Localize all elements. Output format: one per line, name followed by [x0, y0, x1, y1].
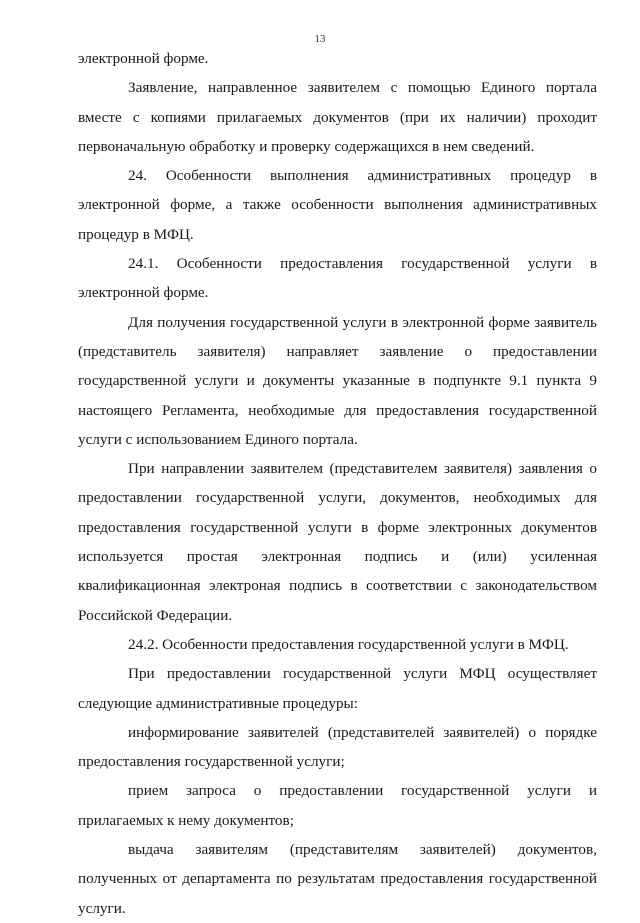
paragraph-electronic-submission: Для получения государственной услуги в электронной форме заявитель (представитель заявителя) направляет заявление о предоставлении государственной услуги и документы указанные в подпункте 9.1 пункта 9 настоящего Регламента, необходимые для предоставления государственной услуги с использованием Единого портала.	[78, 313, 597, 448]
document-body	[78, 44, 597, 923]
page-number: 13	[314, 33, 326, 45]
section-24-2-heading: 24.2. Особенности предоставления государственной услуги в МФЦ.	[128, 635, 569, 653]
section-24-heading: 24. Особенности выполнения административных процедур в электронной форме, а также особенности выполнения административных процедур в МФЦ.	[78, 167, 597, 243]
section-24-1-heading: 24.1. Особенности предоставления государственной услуги в электронной форме.	[78, 255, 597, 302]
paragraph-electronic-signature: При направлении заявителем (представителем заявителя) заявления о предоставлении государственной услуги, документов, необходимых для предоставления государственной услуги в форме электронных документов используется простая электронная подпись и (или) усиленная квалификационная электроная подпись в соответствии с законодательством Российской Федерации.	[78, 460, 597, 624]
list-item-issuing: выдача заявителям (представителям заявителей) документов, полученных от департамента по результатам предоставления государственной услуги.	[78, 841, 597, 917]
paragraph-application-processing: Заявление, направленное заявителем с помощью Единого портала вместе с копиями прилагаемых документов (при их наличии) проходит первоначальную обработку и проверку содержащихся в нем сведений.	[78, 79, 597, 155]
list-item-informing: информирование заявителей (представителей заявителей) о порядке предоставления государственной услуги;	[78, 723, 597, 771]
paragraph-continuation: электронной форме.	[78, 50, 209, 67]
list-item-receiving: прием запроса о предоставлении государственной услуги и прилагаемых к нему документов;	[78, 782, 597, 829]
paragraph-mfc-procedures: При предоставлении государственной услуги МФЦ осуществляет следующие административные процедуры:	[78, 665, 597, 712]
